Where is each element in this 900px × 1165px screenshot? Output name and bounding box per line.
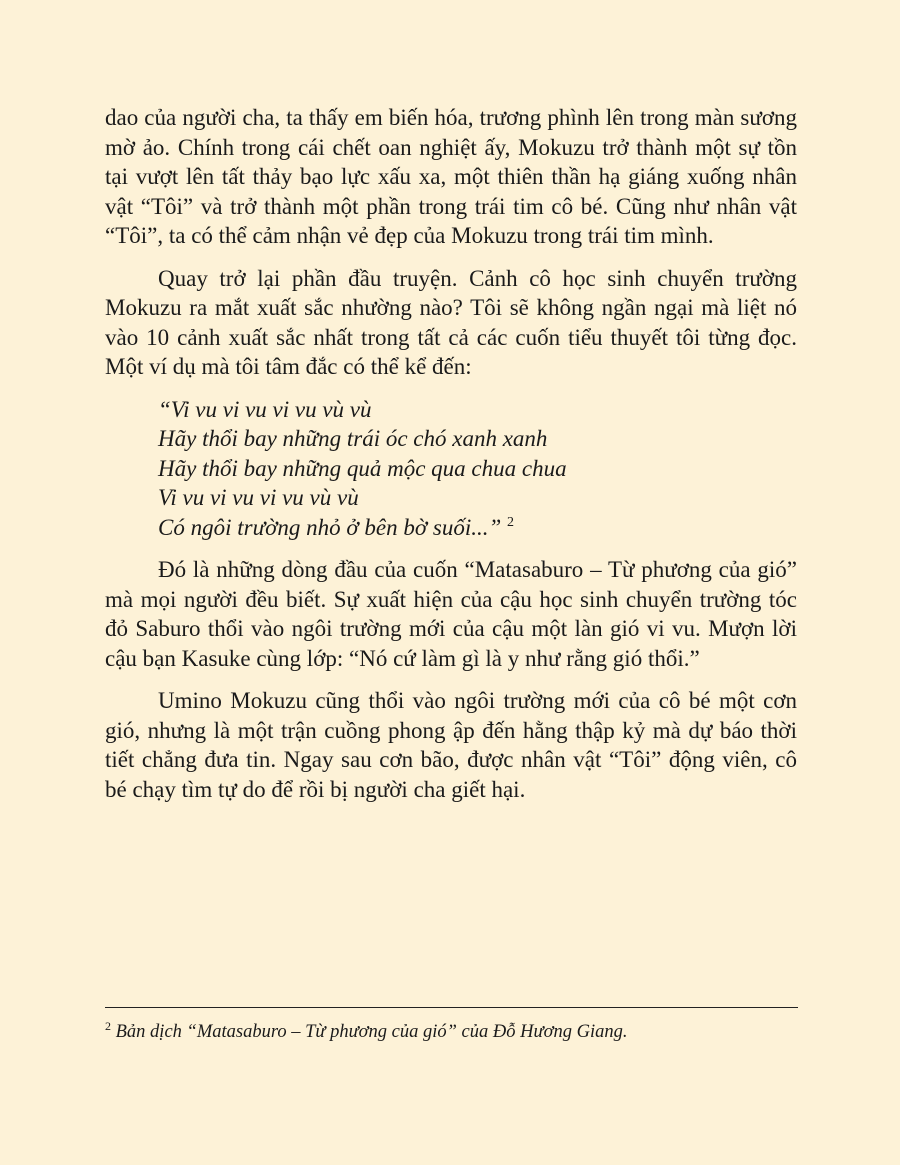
paragraph-2: Quay trở lại phần đầu truyện. Cảnh cô học sinh chuyển trường Mokuzu ra mắt xuất sắc nhường nào? Tôi sẽ không ngần ngại mà liệt nó vào 10 cảnh xuất sắc nhất trong tất cả các cuốn tiểu thuyết tôi từng đọc. Một ví dụ mà tôi tâm đắc có thể kể đến: [105, 265, 797, 379]
paragraph-4: Umino Mokuzu cũng thổi vào ngôi trường mới của cô bé một cơn gió, nhưng là một trận cuồng phong ập đến hằng thập kỷ mà dự báo thời tiết chẳng đưa tin. Ngay sau cơn bão, được nhân vật “Tôi” động viên, cô bé chạy tìm tự do để rồi bị người cha giết hại. [105, 688, 797, 802]
poem-line-2: Hãy thổi bay những trái óc chó xanh xanh [158, 426, 548, 451]
footnote-reference: 2 [507, 514, 515, 530]
poem-line-5-wrap [158, 513, 797, 543]
paragraph-3: Đó là những dòng đầu của cuốn “Matasaburo – Từ phương của gió” mà mọi người đều biết. Sự xuất hiện của cậu học sinh chuyển trường tóc đỏ Saburo thổi vào ngôi trường mới của cậu một làn gió vi vu. Mượn lời cậu bạn Kasuke cùng lớp: “Nó cứ làm gì là y như rằng gió thổi.” [105, 557, 797, 671]
footnote-number: 2 [105, 1019, 111, 1033]
paragraph-1: dao của người cha, ta thấy em biến hóa, trương phình lên trong màn sương mờ ảo. Chính trong cái chết oan nghiệt ấy, Mokuzu trở thành một sự tồn tại vượt lên tất thảy bạo lực xấu xa, một thiên thần hạ giáng xuống nhân vật “Tôi” và trở thành một phần trong trái tim cô bé. Cũng như nhân vật “Tôi”, ta có thể cảm nhận vẻ đẹp của Mokuzu trong trái tim mình. [105, 105, 797, 248]
poem-line-3: Hãy thổi bay những quả mộc qua chua chua [158, 455, 567, 481]
main-text [105, 103, 797, 817]
poem-line-5: Có ngôi trường nhỏ ở bên bờ suối...” [158, 514, 502, 540]
footnote-divider [105, 1007, 798, 1008]
poem-line-4: Vi vu vi vu vi vu vù vù [158, 485, 359, 510]
poem-line-1: “Vi vu vi vu vi vu vù vù [158, 396, 372, 422]
footnote-text: Bản dịch “Matasaburo – Từ phương của gió” của Đỗ Hương Giang. [115, 1022, 628, 1042]
poem-quote [158, 395, 797, 543]
footnote [105, 1019, 797, 1045]
